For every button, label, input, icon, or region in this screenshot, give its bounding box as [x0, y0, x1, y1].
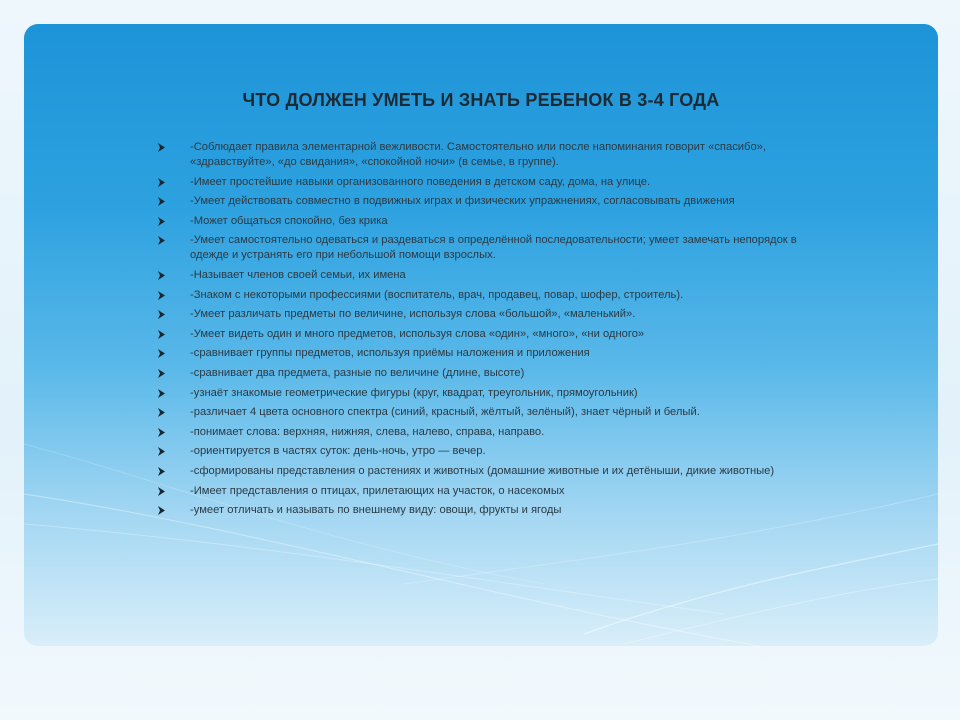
list-item-text: -узнаёт знакомые геометрические фигуры (круг, квадрат, треугольник, прямоугольник) [190, 386, 638, 399]
arrow-bullet-icon [156, 214, 168, 229]
list-item-text: -сравнивает два предмета, разные по величине (длине, высоте) [190, 366, 525, 379]
list-item-text: -понимает слова: верхняя, нижняя, слева, налево, справа, направо. [190, 425, 545, 438]
list-item [152, 484, 812, 499]
list-item-text: -Имеет простейшие навыки организованного поведения в детском саду, дома, на улице. [190, 175, 651, 188]
list-item [152, 194, 812, 209]
slide-panel [24, 24, 938, 646]
arrow-bullet-icon [156, 346, 168, 361]
list-item [152, 405, 812, 420]
list-item [152, 386, 812, 401]
arrow-bullet-icon [156, 175, 168, 190]
list-item-text: -Умеет самостоятельно одеваться и раздеваться в определённой последовательности; умеет замечать непорядок в одежде и устранять его при небольшой помощи взрослых. [190, 234, 797, 262]
list-item [152, 503, 812, 518]
arrow-bullet-icon [156, 327, 168, 342]
arrow-bullet-icon [156, 140, 168, 155]
arrow-bullet-icon [156, 425, 168, 440]
list-item-text: -различает 4 цвета основного спектра (синий, красный, жёлтый, зелёный), знает чёрный и белый. [190, 406, 700, 419]
arrow-bullet-icon [156, 233, 168, 248]
arrow-bullet-icon [156, 268, 168, 283]
list-item-text: -Называет членов своей семьи, их имена [190, 268, 406, 281]
list-item [152, 288, 812, 303]
list-item [152, 268, 812, 283]
list-item [152, 233, 812, 263]
arrow-bullet-icon [156, 444, 168, 459]
list-item-text: -ориентируется в частях суток: день-ночь, утро — вечер. [190, 445, 486, 458]
list-item-text: -сравнивает группы предметов, используя приёмы наложения и приложения [190, 347, 590, 360]
skills-list [152, 140, 812, 523]
list-item-text: -Соблюдает правила элементарной вежливости. Самостоятельно или после напоминания говорит «спасибо», «здравствуйте», «до свидания», «спокойной ночи» (в семье, в группе). [190, 141, 766, 168]
list-item-text: -Умеет действовать совместно в подвижных играх и физических упражнениях, согласовывать движения [190, 195, 735, 208]
arrow-bullet-icon [156, 464, 168, 479]
list-item [152, 140, 812, 170]
arrow-bullet-icon [156, 484, 168, 499]
list-item-text: -Умеет различать предметы по величине, используя слова «большой», «маленький». [190, 308, 636, 321]
list-item [152, 425, 812, 440]
arrow-bullet-icon [156, 405, 168, 420]
arrow-bullet-icon [156, 366, 168, 381]
arrow-bullet-icon [156, 288, 168, 303]
list-item [152, 464, 812, 479]
list-item-text: -Имеет представления о птицах, прилетающих на участок, о насекомых [190, 484, 565, 497]
list-item [152, 307, 812, 322]
list-item-text: -сформированы представления о растениях и животных (домашние животные и их детёныши, дикие животные) [190, 464, 775, 477]
arrow-bullet-icon [156, 386, 168, 401]
list-item [152, 346, 812, 361]
list-item [152, 366, 812, 381]
list-item-text: -умеет отличать и называть по внешнему виду: овощи, фрукты и ягоды [190, 504, 562, 517]
arrow-bullet-icon [156, 307, 168, 322]
slide-title: ЧТО ДОЛЖЕН УМЕТЬ И ЗНАТЬ РЕБЕНОК В 3-4 ГОДА [242, 90, 720, 110]
list-item [152, 327, 812, 342]
arrow-bullet-icon [156, 503, 168, 518]
list-item [152, 175, 812, 190]
list-item-text: -Знаком с некоторыми профессиями (воспитатель, врач, продавец, повар, шофер, строитель). [190, 288, 684, 301]
list-item [152, 214, 812, 229]
list-item [152, 444, 812, 459]
arrow-bullet-icon [156, 194, 168, 209]
list-item-text: -Умеет видеть один и много предметов, используя слова «один», «много», «ни одного» [190, 327, 645, 340]
list-item-text: -Может общаться спокойно, без крика [190, 214, 388, 227]
